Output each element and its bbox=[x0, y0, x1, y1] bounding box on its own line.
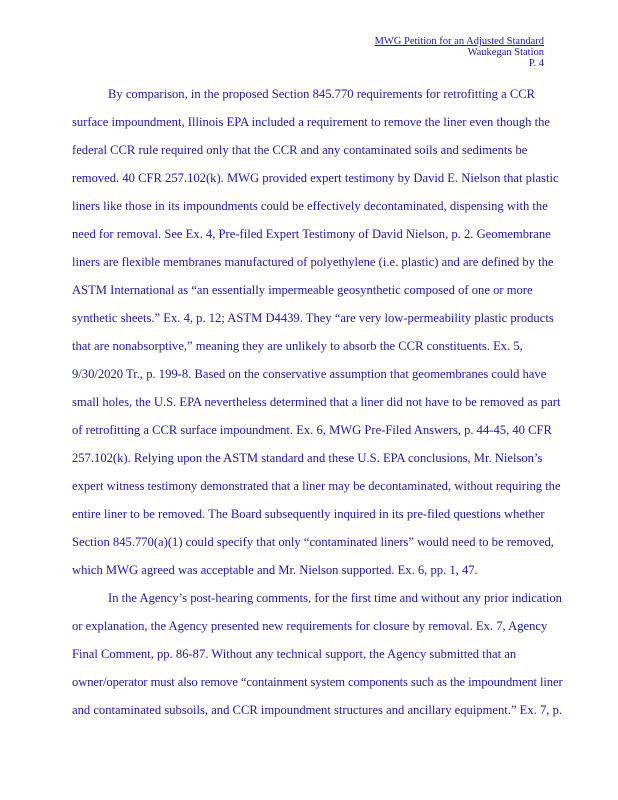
paragraph-2 bbox=[72, 584, 562, 724]
text-line: synthetic sheets.” Ex. 4, p. 12; ASTM D4439. They “are very low-permeability plastic products bbox=[72, 311, 554, 325]
text-line: ASTM International as “an essentially impermeable geosynthetic composed of one or more bbox=[72, 283, 533, 297]
paragraph-1 bbox=[72, 80, 562, 584]
text-line: federal CCR rule required only that the CCR and any contaminated soils and sediments be bbox=[72, 143, 528, 157]
text-line: Final Comment, pp. 86-87. Without any technical support, the Agency submitted that an bbox=[72, 647, 517, 661]
text-line: In the Agency’s post-hearing comments, for the first time and without any prior indication bbox=[108, 591, 562, 605]
text-line: owner/operator must also remove “containment system components such as the impoundment liner bbox=[72, 675, 563, 689]
text-line: entire liner to be removed. The Board subsequently inquired in its pre-filed questions whether bbox=[72, 507, 545, 521]
document-body bbox=[72, 80, 562, 724]
text-line: surface impoundment, Illinois EPA included a requirement to remove the liner even though the bbox=[72, 115, 550, 129]
text-line: expert witness testimony demonstrated that a liner may be decontaminated, without requiring the bbox=[72, 479, 561, 493]
text-line: Section 845.770(a)(1) could specify that only “contaminated liners” would need to be removed, bbox=[72, 535, 554, 549]
header-page-number: P. 4 bbox=[528, 58, 544, 69]
text-line: or explanation, the Agency presented new requirements for closure by removal. Ex. 7, Agency bbox=[72, 619, 548, 633]
header-station: Waukegan Station bbox=[467, 47, 544, 58]
text-line: By comparison, in the proposed Section 845.770 requirements for retrofitting a CCR bbox=[108, 87, 536, 101]
text-line: liners are flexible membranes manufactured of polyethylene (i.e. plastic) and are defined by the bbox=[72, 255, 554, 269]
text-line: removed. 40 CFR 257.102(k). MWG provided expert testimony by David E. Nielson that plastic bbox=[72, 171, 559, 185]
page-header bbox=[375, 36, 544, 69]
text-line: which MWG agreed was acceptable and Mr. Nielson supported. Ex. 6, pp. 1, 47. bbox=[72, 563, 478, 577]
text-line: 9/30/2020 Tr., p. 199-8. Based on the conservative assumption that geomembranes could have bbox=[72, 367, 547, 381]
text-line: liners like those in its impoundments could be effectively decontaminated, dispensing with the bbox=[72, 199, 548, 213]
text-line: need for removal. See Ex. 4, Pre-filed Expert Testimony of David Nielson, p. 2. Geomembrane bbox=[72, 227, 551, 241]
text-line: and contaminated subsoils, and CCR impoundment structures and ancillary equipment.” Ex. 7, p. bbox=[72, 703, 563, 717]
text-line: that are nonabsorptive,” meaning they are unlikely to absorb the CCR constituents. Ex. 5, bbox=[72, 339, 523, 353]
text-line: 257.102(k). Relying upon the ASTM standard and these U.S. EPA conclusions, Mr. Nielson’s bbox=[72, 451, 543, 465]
text-line: of retrofitting a CCR surface impoundment. Ex. 6, MWG Pre-Filed Answers, p. 44-45, 40 CFR bbox=[72, 423, 552, 437]
header-title: MWG Petition for an Adjusted Standard bbox=[374, 36, 544, 47]
text-line: small holes, the U.S. EPA nevertheless determined that a liner did not have to be removed as part bbox=[72, 395, 561, 409]
